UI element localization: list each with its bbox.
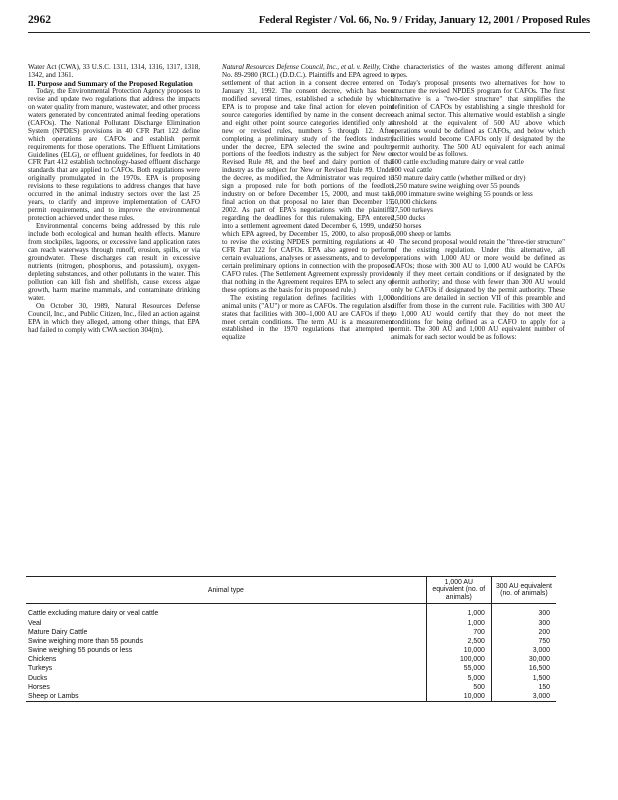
- table-row: [26, 664, 556, 673]
- au300-cell: 1,500: [491, 674, 556, 683]
- au1000-cell: 55,000: [426, 664, 491, 673]
- animal-cell: Swine weighing more than 55 pounds: [28, 637, 143, 645]
- list-item: 500 cattle excluding mature dairy or veal cattle: [391, 158, 524, 167]
- animal-cell: Horses: [28, 683, 50, 691]
- table-row: [26, 628, 556, 637]
- column-header-animal-type: Animal type: [26, 577, 426, 604]
- au300-cell: 300: [491, 618, 556, 627]
- table-row: [26, 604, 556, 619]
- column-header-1000-au: 1,000 AU equivalent (no. of animals): [426, 577, 491, 604]
- column-3: [391, 64, 565, 342]
- table-row: [26, 618, 556, 627]
- list-item: 250 horses: [391, 222, 422, 231]
- threshold-list: [391, 159, 565, 239]
- animal-cell: Swine weighing 55 pounds or less: [28, 647, 133, 655]
- paragraph: Today's proposal presents two alternatives for how to structure the revised NPDES program for CAFOs. The first alternative is a "two-tier structure" that simplifies the definition of CAFOs by establishing a single threshold for each animal sector. This alternative would establish a single threshold at the equivalent of 500 AU above which operations would be defined as CAFOs, and below which facilities would become CAFOs only if designated by the permit authority. The 500 AU equivalent for each animal sector would be as follows.: [391, 78, 565, 159]
- paragraph: On October 30, 1989, Natural Resources Defense Council, Inc., and Public Citizen, Inc., filed an action against EPA in which they alleged, among other things, that EPA had failed to comply with CWA section 304(m).: [28, 301, 201, 334]
- au1000-cell: 100,000: [426, 655, 491, 664]
- au300-cell: 200: [491, 628, 556, 637]
- animal-cell: Cattle excluding mature dairy or veal cattle: [28, 610, 159, 618]
- au1000-cell: 10,000: [426, 692, 491, 702]
- au1000-cell: 700: [426, 628, 491, 637]
- paragraph: the characteristics of the wastes among different animal types.: [391, 63, 565, 79]
- au300-cell: 3,000: [491, 692, 556, 702]
- list-item: 1,250 mature swine weighing over 55 pounds: [391, 182, 520, 191]
- paragraph: The existing regulation defines facilities with 1,000 animal units ("AU") or more as CAFOs. The regulation also states that facilities with 300–1,000 AU are CAFOs if they meet certain conditions. The term AU is a measurement established in the 1970 regulations that attempted to equalize: [222, 293, 394, 342]
- au300-cell: 750: [491, 637, 556, 646]
- au1000-cell: 10,000: [426, 646, 491, 655]
- au300-cell: 3,000: [491, 646, 556, 655]
- au300-cell: 300: [491, 604, 556, 619]
- list-item: 350 mature dairy cattle (whether milked or dry): [391, 174, 526, 183]
- table-row: [26, 692, 556, 702]
- table-row: [26, 637, 556, 646]
- page-number: 2962: [28, 14, 51, 26]
- table-row: [26, 655, 556, 664]
- column-header-300-au: 300 AU equivalent (no. of animals): [491, 577, 556, 604]
- animal-unit-table: [26, 576, 556, 702]
- list-item: 5,000 sheep or lambs: [391, 230, 451, 239]
- running-title: Federal Register / Vol. 66, No. 9 / Friday, January 12, 2001 / Proposed Rules: [258, 15, 590, 26]
- au1000-cell: 5,000: [426, 674, 491, 683]
- list-item: 500 veal cattle: [391, 166, 433, 175]
- animal-cell: Mature Dairy Cattle: [28, 628, 88, 636]
- list-item: 27,500 turkeys: [391, 206, 433, 215]
- au1000-cell: 1,000: [426, 618, 491, 627]
- column-2: [222, 64, 394, 342]
- table-row: [26, 674, 556, 683]
- animal-cell: Veal: [28, 619, 42, 627]
- animal-cell: Chickens: [28, 656, 57, 664]
- list-item: 50,000 chickens: [391, 198, 437, 207]
- section-heading: II. Purpose and Summary of the Proposed Regulation: [28, 79, 193, 88]
- table-header-row: [26, 577, 556, 604]
- paragraph: Environmental concerns being addressed by this rule include both ecological and human health effects. Manure from stockpiles, lagoons, or excessive land application rates can reach waterways through runoff, erosion, spills, or via groundwater. These discharges can result in excessive nutrients (nitrogen, phosphorus, and potassium), oxygen-depleting substances, and other pollutants in the water. This pollution can kill fish and shellfish, cause excess algae growth, harm marine mammals, and contaminate drinking water.: [28, 222, 200, 302]
- au1000-cell: 1,000: [426, 604, 491, 619]
- au300-cell: 30,000: [491, 655, 556, 664]
- paragraph: Today, the Environmental Protection Agency proposes to revise and update two regulations that address the impacts on water quality from manure, wastewater, and other process waters generated by concentrated animal feeding operations (CAFOs). The National Pollutant Discharge Elimination System (NPDES) provisions in 40 CFR Part 122 define which operations are CAFOs and establish permit requirements for those operations. The Effluent Limitations Guidelines (ELG), or effluent guidelines, for feedlots in 40 CFR Part 412 establish technology-based effluent discharge standards that are applied to CAFOs. Both regulations were originally promulgated in the 1970s. EPA is proposing revisions to these regulations to address changes that have occurred in the animal industry sectors over the last 25 years, to clarify and improve implementation of CAFO permit requirements, and to improve the environmental protection achieved under these rules.: [28, 86, 200, 223]
- paragraph: [222, 64, 394, 295]
- au1000-cell: 500: [426, 683, 491, 692]
- table-row: [26, 683, 556, 692]
- paragraph: The second proposal would retain the "three-tier structure" of the existing regulation. Under this alternative, all operations with 1,000 AU or more would be defined as CAFOs; those with 300 AU to 1,000 AU would be CAFOs only if they meet certain conditions or if designated by the permit authority; and those with fewer than 300 AU would only be CAFOs if designated by the permit authority. These conditions are detailed in section VII of this preamble and differ from those in the current rule. Facilities with 300 AU to 1,000 AU would certify that they do not meet the conditions for being defined as a CAFO to apply for a permit. The 300 AU and 1,000 AU equivalent number of animals for each sector would be as follows:: [391, 237, 565, 342]
- au300-cell: 16,500: [491, 664, 556, 673]
- au1000-cell: 2,500: [426, 637, 491, 646]
- case-citation: Natural Resources Defense Council, Inc., et al. v. Reilly,: [222, 63, 381, 71]
- column-1: [28, 64, 200, 334]
- animal-cell: Ducks: [28, 674, 48, 682]
- animal-cell: Sheep or Lambs: [26, 692, 426, 702]
- animal-cell: Turkeys: [28, 665, 53, 673]
- paragraph: Water Act (CWA), 33 U.S.C. 1311, 1314, 1316, 1317, 1318, 1342, and 1361.: [28, 63, 200, 79]
- table-row: [26, 646, 556, 655]
- au300-cell: 150: [491, 683, 556, 692]
- header-rule: [28, 32, 590, 33]
- list-item: 2,500 ducks: [391, 214, 426, 223]
- paragraph-text: Civ. No. 89-2980 (RCL) (D.D.C.). Plaintiffs and EPA agreed to a settlement of that action in a consent decree entered on January 31, 1992. The consent decree, which has been modified several times, established a schedule by which EPA is to propose and take final action for eleven point source categories identified by name in the consent decree and eight other point source categories identified only as new or revised rules, numbers 5 through 12. After completing a preliminary study of the feedlots industry under the decree, EPA selected the swine and poultry portions of the feedlots industry as the subject for New or Revised Rule #8, and the beef and dairy portion of that industry as the subject for New or Revised Rule #9. Under the decree, as modified, the Administrator was required to sign a proposed rule for both portions of the feedlots industry on or before December 15, 2000, and must take final action on that proposal no later than December 15, 2002. As part of EPA's negotiations with the plaintiffs regarding the deadlines for this rulemaking, EPA entered into a settlement agreement dated December 6, 1999, under which EPA agreed, by December 15, 2000, to also propose to revise the existing NPDES permitting regulations at 40 CFR Part 122 for CAFOs. EPA also agreed to perform certain evaluations, analyses or assessments, and to develop certain preliminary options in connection with the proposed CAFO rules. (The Settlement Agreement expressly provides that nothing in the Agreement requires EPA to select any of these options as the basis for its proposed rule.): [222, 63, 394, 294]
- list-item: 5,000 immature swine weighing 55 pounds or less: [391, 190, 533, 199]
- page-header: [28, 14, 590, 30]
